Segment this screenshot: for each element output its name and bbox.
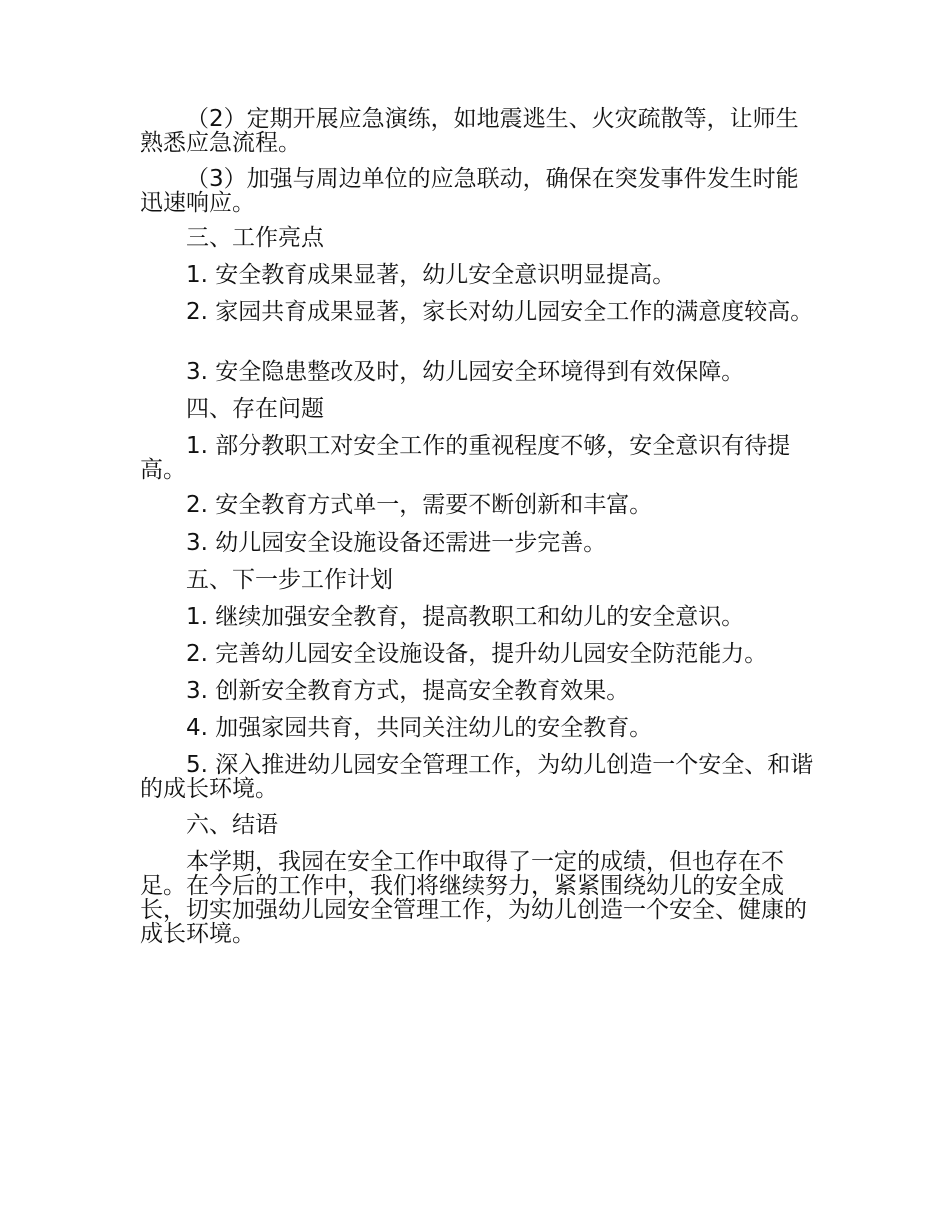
problem-item-2: 2. 安全教育方式单一，需要不断创新和丰富。 [186,492,653,518]
plan-item-3: 3. 创新安全教育方式，提高安全教育效果。 [186,678,630,704]
conclusion-paragraph: 本学期，我园在安全工作中取得了一定的成绩，但也存在不足。在今后的工作中，我们将继续努力，紧紧围绕幼儿的安全成长，切实加强幼儿园安全管理工作，为幼儿创造一个安全、健康的成长环境。 [140,849,807,947]
section-heading-problems: 四、存在问题 [186,396,324,422]
highlight-item-2: 2. 家园共育成果显著，家长对幼儿园安全工作的满意度较高。 [186,299,814,325]
plan-item-5: 5. 深入推进幼儿园安全管理工作，为幼儿创造一个安全、和谐的成长环境。 [140,752,814,802]
paragraph-emergency-linkage: （3）加强与周边单位的应急联动，确保在突发事件发生时能迅速响应。 [140,166,799,216]
plan-item-1: 1. 继续加强安全教育，提高教职工和幼儿的安全意识。 [186,604,745,630]
problem-item-1: 1. 部分教职工对安全工作的重视程度不够，安全意识有待提高。 [140,433,791,483]
section-heading-next-plan: 五、下一步工作计划 [186,567,393,593]
plan-item-2: 2. 完善幼儿园安全设施设备，提升幼儿园安全防范能力。 [186,641,768,667]
highlight-item-1: 1. 安全教育成果显著，幼儿安全意识明显提高。 [186,262,676,288]
section-heading-highlights: 三、工作亮点 [186,225,324,251]
section-heading-conclusion: 六、结语 [186,812,278,838]
plan-item-4: 4. 加强家园共育，共同关注幼儿的安全教育。 [186,715,653,741]
highlight-item-3: 3. 安全隐患整改及时，幼儿园安全环境得到有效保障。 [186,359,745,385]
paragraph-emergency-drill: （2）定期开展应急演练，如地震逃生、火灾疏散等，让师生熟悉应急流程。 [140,106,799,156]
problem-item-3: 3. 幼儿园安全设施设备还需进一步完善。 [186,530,607,556]
